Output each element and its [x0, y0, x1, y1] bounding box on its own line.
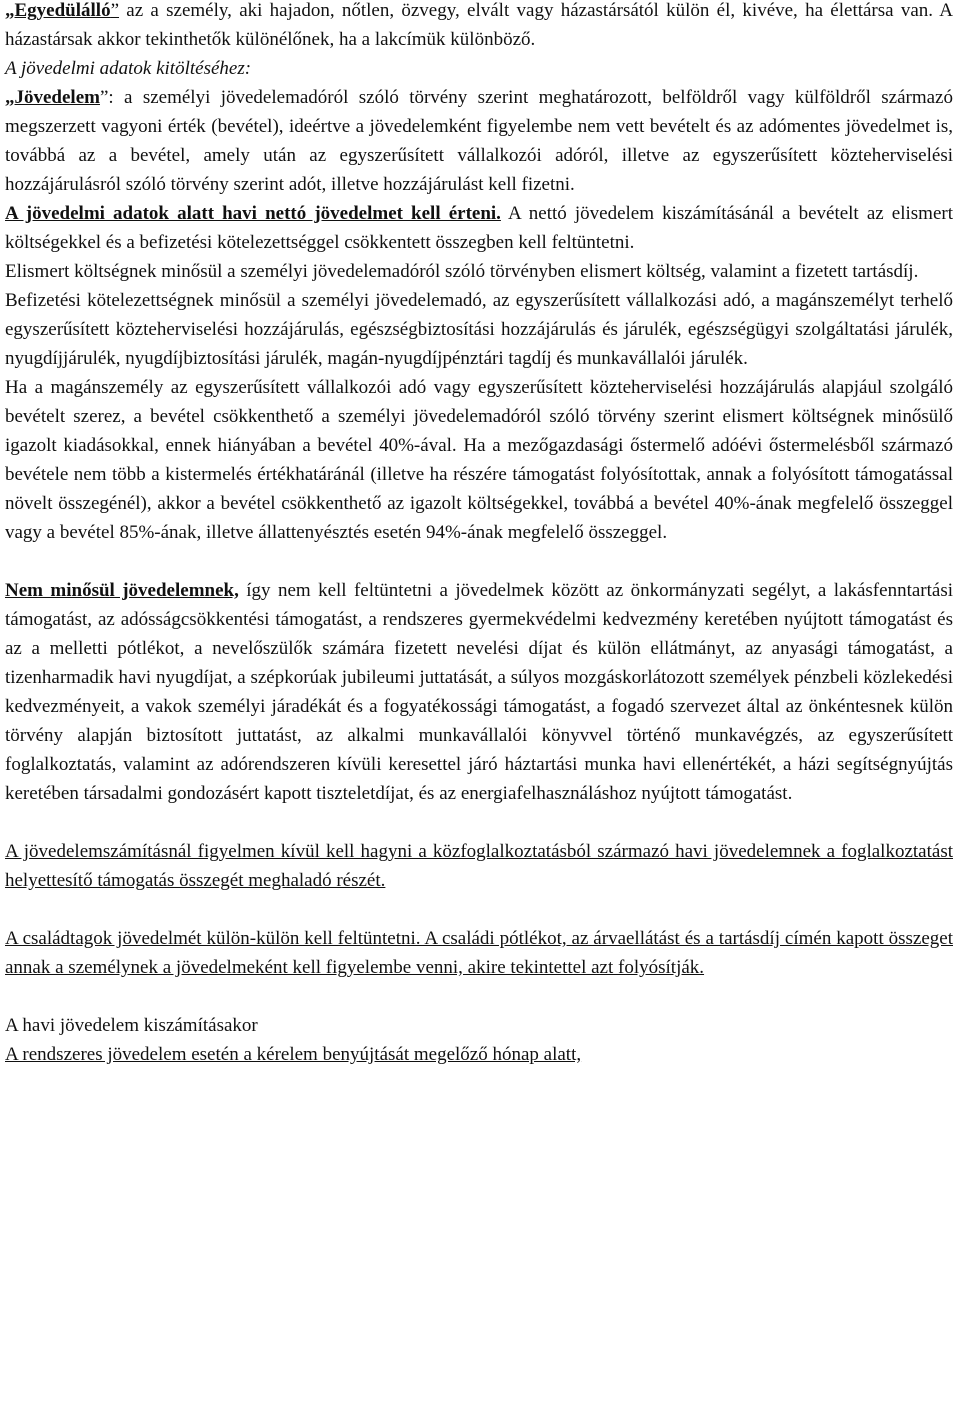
quote-open: „: [5, 0, 15, 21]
jovedelem-text: : a személyi jövedelemadóról szóló törvény szerint meghatározott, belföldről vagy külföldről származó megszerzett vagyoni érték (bevétel), ideértve a jövedelemként figyelembe nem vett bevételt és az adómentes jövedelmet is, továbbá az a bevétel, amely után az egyszerűsített vállalkozói adóról, illetve az egyszerűsített közteherviselési hozzájárulásról szóló törvény szerint adót, illetve hozzájárulást kell fizetni.: [5, 87, 953, 195]
quote-close: ”: [110, 0, 120, 21]
net-income-paragraph: [5, 199, 953, 257]
simplified-tax-paragraph: Ha a magánszemély az egyszerűsített vállalkozói adó vagy egyszerűsített közteherviselési hozzájárulás alapjául szolgáló bevételt szerez, a bevétel csökkenthető a személyi jövedelemadóról szóló törvény szerint elismert költségnek minősülő igazolt kiadásokkal, ennek hiányában a bevétel 40%-ával. Ha a mezőgazdasági őstermelő adóévi őstermelésből származó bevétele nem több a kistermelés értékhatáránál (illetve ha részére támogatást folyósítottak, annak a folyósított támogatással növelt összegénél), akkor a bevétel csökkenthető az igazolt költségekkel, továbbá a bevétel 40%-ának megfelelő összeggel vagy a bevétel 85%-ának, illetve állattenyésztés esetén 94%-ának megfelelő összeggel.: [5, 377, 953, 543]
quote-open: „: [5, 87, 15, 108]
public-work-paragraph: A jövedelemszámításnál figyelmen kívül kell hagyni a közfoglalkoztatásból származó havi jövedelemnek a foglalkoztatást helyettesítő támogatás összegét meghaladó részét.: [5, 841, 953, 891]
family-income-paragraph: A családtagok jövedelmét külön-külön kell feltüntetni. A családi pótlékot, az árvaellátást és a tartásdíj címén kapott összeget annak a személynek a jövedelmeként kell figyelembe venni, akire tekintettel azt folyósítják.: [5, 928, 953, 978]
document-page: [5, 0, 953, 1069]
regular-income-line: A rendszeres jövedelem esetén a kérelem benyújtását megelőző hónap alatt,: [5, 1044, 582, 1065]
egyedulallo-term: Egyedülálló: [14, 0, 111, 21]
income-data-intro: A jövedelmi adatok kitöltéséhez:: [5, 58, 252, 79]
net-income-emphasis: A jövedelmi adatok alatt havi nettó jövedelmet kell érteni.: [5, 203, 501, 224]
jovedelem-term: Jövedelem: [14, 87, 100, 108]
payment-obligation-paragraph: Befizetési kötelezettségnek minősül a személyi jövedelemadó, az egyszerűsített vállalkozási adó, a magánszemélyt terhelő egyszerűsített közteherviselési hozzájárulás, egészségbiztosítási hozzájárulás és járulék, egészségügyi szolgáltatási járulék, nyugdíjjárulék, nyugdíjbiztosítási járulék, magán-nyugdíjpénztári tagdíj és munkavállalói járulék.: [5, 290, 953, 369]
recognized-cost-paragraph: Elismert költségnek minősül a személyi jövedelemadóról szóló törvényben elismert költség, valamint a fizetett tartásdíj.: [5, 261, 919, 282]
not-income-text: így nem kell feltüntetni a jövedelmek között az önkormányzati segélyt, a lakásfenntartási támogatást, az adósságcsökkentési támogatást, a rendszeres gyermekvédelmi kedvezmény keretében nyújtott támogatást és az a melletti pótlékot, a nevelőszülők számára fizetett nevelési díjat és külön ellátmányt, az anyasági támogatást, a tizenharmadik havi nyugdíjat, a szépkorúak jubileumi juttatását, a súlyos mozgáskorlátozott személyek pénzbeli közlekedési kedvezményeit, a vakok személyi járadékát és a fogyatékossági támogatást, a fogadó szervezet által az önkéntesnek külön törvény alapján biztosított juttatást, az alkalmi munkavállalói könyvvel történő munkavégzés, az egyszerűsített foglalkoztatás, valamint az adórendszeren kívüli keresettel járó háztartási munka havi ellenértékét, a házi segítségnyújtás keretében társadalmi gondozásért kapott tiszteletdíjat, és az energiafelhasználáshoz nyújtott támogatást.: [5, 580, 953, 804]
egyedulallo-definition: [5, 0, 953, 54]
egyedulallo-text: az a személy, aki hajadon, nőtlen, özvegy, elvált vagy házastársától külön él, kivéve, ha élettársa van. A házastársak akkor tekinthetők különélőnek, ha a lakcímük különböző.: [5, 0, 953, 50]
monthly-income-heading: A havi jövedelem kiszámításakor: [5, 1015, 258, 1036]
not-income-emphasis: Nem minősül jövedelemnek,: [5, 580, 239, 601]
not-income-paragraph: [5, 576, 953, 808]
net-income-text: A nettó jövedelem kiszámításánál a bevételt az elismert költségekkel és a befizetési kötelezettséggel csökkentett összegben kell feltüntetni.: [5, 203, 953, 253]
jovedelem-definition: [5, 83, 953, 199]
quote-close: ”: [99, 87, 109, 108]
